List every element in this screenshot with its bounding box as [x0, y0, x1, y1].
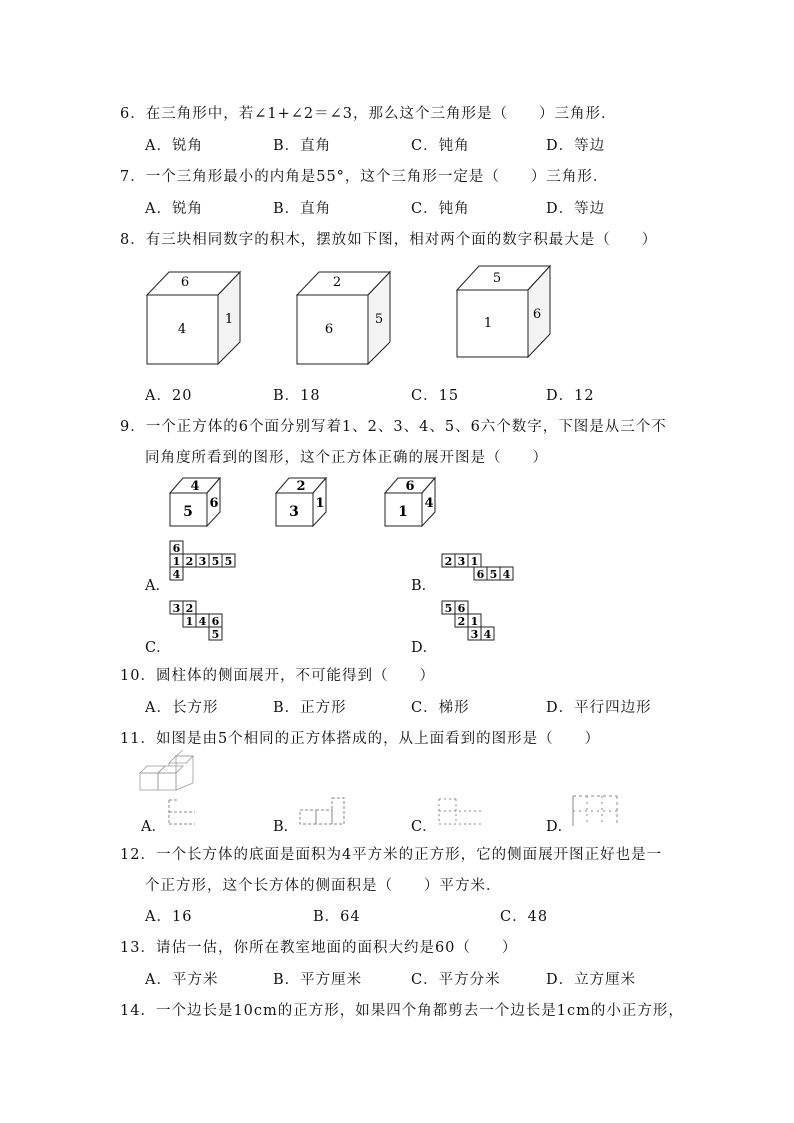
svg-text:2: 2 — [296, 479, 306, 494]
q9-net-a — [168, 540, 238, 586]
svg-text:1: 1 — [315, 496, 325, 511]
question-10-stem: 10．圆柱体的侧面展开，不可能得到（ ） — [120, 668, 435, 684]
question-11-stem: 11．如图是由5个相同的正方体搭成的，从上面看到的图形是（ ） — [120, 731, 601, 747]
q9-cube-2 — [274, 476, 330, 528]
q10-option-b: B．正方形 — [273, 700, 347, 716]
q9-option-c-label: C． — [145, 640, 171, 656]
question-14-stem: 14．一个边长是10cm的正方形，如果四个角都剪去一个边长是1cm的小正方形， — [120, 1003, 684, 1019]
q8-block-3 — [450, 262, 560, 367]
q8-block2-side-number: 5 — [374, 312, 384, 327]
svg-text:4: 4 — [424, 496, 434, 511]
svg-text:3: 3 — [457, 555, 466, 568]
q11-option-c-label: C． — [411, 819, 437, 835]
q13-option-a: A．平方米 — [145, 972, 219, 988]
svg-text:3: 3 — [172, 602, 181, 615]
q11-solid-figure — [139, 753, 199, 793]
q9-option-b-label: B． — [411, 578, 437, 594]
question-12-stem-line1: 12．一个长方体的底面是面积为4平方米的正方形，它的侧面展开图正好也是一 — [120, 847, 663, 863]
question-9-stem-line2: 同角度所看到的图形，这个正方体正确的展开图是（ ） — [145, 450, 548, 466]
svg-text:6: 6 — [209, 496, 219, 511]
svg-text:3: 3 — [198, 555, 207, 568]
q11-option-c-figure — [436, 796, 488, 828]
svg-text:4: 4 — [502, 568, 511, 581]
q11-option-a-figure — [165, 796, 197, 828]
svg-text:5: 5 — [444, 602, 453, 615]
svg-text:2: 2 — [444, 555, 453, 568]
q8-block1-side-number: 1 — [224, 312, 234, 327]
q9-net-c — [168, 600, 238, 646]
question-7-stem: 7．一个三角形最小的内角是55°，这个三角形一定是（ ）三角形． — [120, 169, 609, 185]
q13-option-b: B．平方厘米 — [273, 972, 363, 988]
svg-text:6: 6 — [457, 602, 466, 615]
q11-option-b-figure — [298, 796, 350, 828]
q6-option-a: A．锐角 — [145, 138, 203, 154]
q8-block3-side-number: 6 — [532, 307, 542, 322]
q6-option-d: D．等边 — [546, 138, 606, 154]
svg-text:1: 1 — [470, 555, 479, 568]
svg-text:6: 6 — [211, 615, 220, 628]
q8-option-b: B．18 — [273, 388, 321, 404]
q9-net-b — [440, 553, 520, 585]
q8-block3-front-number: 1 — [483, 316, 493, 331]
q9-cube-3 — [383, 476, 439, 528]
q6-option-c: C．钝角 — [411, 138, 470, 154]
svg-text:2: 2 — [185, 602, 194, 615]
svg-text:3: 3 — [470, 628, 479, 641]
question-12-stem-line2: 个正方形，这个长方体的侧面积是（ ）平方米． — [145, 878, 502, 894]
q11-option-b-label: B． — [273, 819, 299, 835]
svg-text:1: 1 — [185, 615, 194, 628]
svg-text:2: 2 — [457, 615, 466, 628]
svg-text:1: 1 — [398, 504, 408, 520]
svg-text:5: 5 — [211, 555, 220, 568]
svg-text:5: 5 — [224, 555, 233, 568]
svg-text:4: 4 — [483, 628, 492, 641]
q13-option-d: D．立方厘米 — [546, 972, 637, 988]
svg-text:6: 6 — [405, 479, 415, 494]
q8-block-2 — [290, 265, 400, 370]
svg-text:4: 4 — [190, 479, 200, 494]
question-13-stem: 13．请估一估，你所在教室地面的面积大约是60（ ） — [120, 940, 518, 956]
q11-option-d-label: D． — [546, 819, 573, 835]
q9-net-d — [440, 600, 510, 646]
q11-option-d-figure — [570, 794, 622, 828]
svg-text:5: 5 — [183, 504, 193, 520]
q10-option-d: D．平行四边形 — [546, 700, 652, 716]
q10-option-a: A．长方形 — [145, 700, 219, 716]
q12-option-a: A．16 — [145, 909, 193, 925]
q8-block3-top-number: 5 — [492, 271, 502, 286]
q6-option-b: B．直角 — [273, 138, 332, 154]
q11-option-a-label: A． — [141, 819, 166, 835]
q9-option-d-label: D． — [411, 640, 438, 656]
q8-option-d: D．12 — [546, 388, 595, 404]
q12-option-c: C．48 — [500, 909, 549, 925]
q8-option-c: C．15 — [411, 388, 460, 404]
q13-option-c: C．平方分米 — [411, 972, 501, 988]
q8-block-1 — [140, 265, 250, 370]
q8-block1-top-number: 6 — [180, 275, 190, 290]
q7-option-b: B．直角 — [273, 201, 332, 217]
svg-text:6: 6 — [172, 542, 181, 555]
q7-option-a: A．锐角 — [145, 201, 203, 217]
q9-option-a-label: A． — [145, 578, 170, 594]
svg-text:2: 2 — [185, 555, 194, 568]
svg-text:1: 1 — [470, 615, 479, 628]
q8-option-a: A．20 — [145, 388, 193, 404]
question-8-stem: 8．有三块相同数字的积木，摆放如下图，相对两个面的数字积最大是（ ） — [120, 232, 658, 248]
svg-text:6: 6 — [476, 568, 485, 581]
svg-text:4: 4 — [172, 568, 181, 581]
question-6-stem: 6．在三角形中，若∠1+∠2＝∠3，那么这个三角形是（ ）三角形． — [120, 106, 617, 122]
svg-text:5: 5 — [489, 568, 498, 581]
svg-text:5: 5 — [211, 628, 220, 641]
svg-text:3: 3 — [289, 504, 299, 520]
svg-text:1: 1 — [172, 555, 181, 568]
svg-text:4: 4 — [198, 615, 207, 628]
q8-block2-front-number: 6 — [324, 322, 334, 337]
q7-option-d: D．等边 — [546, 201, 606, 217]
q7-option-c: C．钝角 — [411, 201, 470, 217]
q8-block2-top-number: 2 — [332, 275, 342, 290]
q10-option-c: C．梯形 — [411, 700, 470, 716]
q9-cube-1 — [168, 476, 224, 528]
q12-option-b: B．64 — [313, 909, 361, 925]
question-9-stem-line1: 9．一个正方体的6个面分别写着1、2、3、4、5、6六个数字，下图是从三个不 — [120, 419, 667, 435]
q8-block1-front-number: 4 — [177, 322, 187, 337]
